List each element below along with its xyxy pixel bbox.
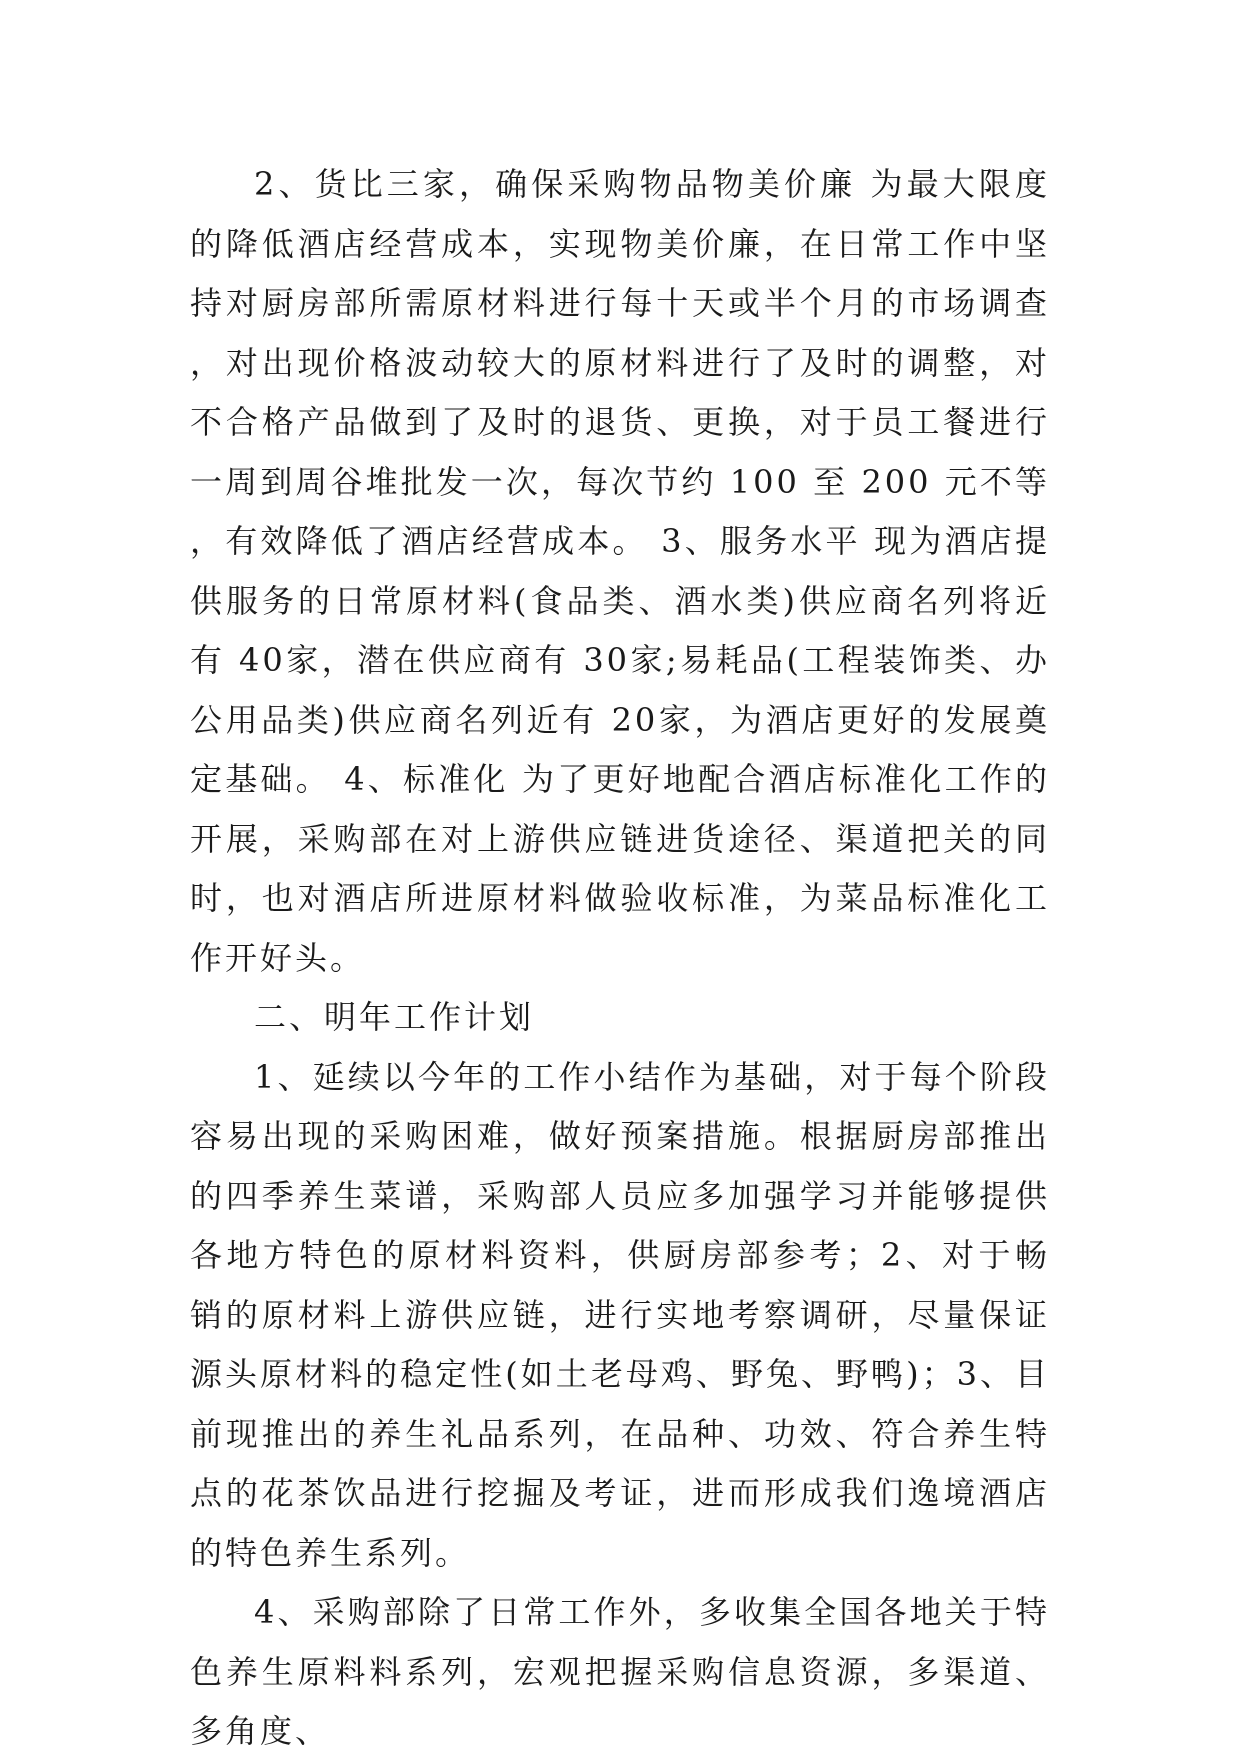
paragraph-procurement-summary: 2、货比三家，确保采购物品物美价廉 为最大限度的降低酒店经营成本，实现物美价廉，在日常工作中坚持对厨房部所需原材料进行每十天或半个月的市场调查，对出现价格波动较大的原材料进行了及时的调整，对不合格产品做到了及时的退货、更换，对于员工餐进行一周到周谷堆批发一次，每次节约 100 至 200 元不等，有效降低了酒店经营成本。 3、服务水平 现为酒店提供服务的日常原材料(食品类、酒水类)供应商名列将近有 40家，潜在供应商有 30家;易耗品(工程装饰类、办公用品类)供应商名列近有 20家，为酒店更好的发展奠定基础。 4、标准化 为了更好地配合酒店标准化工作的开展，采购部在对上游供应链进货途径、渠道把关的同时，也对酒店所进原材料做验收标准，为菜品标准化工作开好头。 bbox=[190, 165, 1050, 977]
section-heading-next-year-plan: 二、明年工作计划 bbox=[254, 998, 535, 1036]
document-body bbox=[190, 155, 1050, 1762]
paragraph-plan-item-4: 4、采购部除了日常工作外，多收集全国各地关于特色养生原料料系列，宏观把握采购信息资源，多渠道、多角度、 bbox=[190, 1593, 1050, 1750]
paragraph-plan-items: 1、延续以今年的工作小结作为基础，对于每个阶段容易出现的采购困难，做好预案措施。根据厨房部推出的四季养生菜谱，采购部人员应多加强学习并能够提供各地方特色的原材料资料，供厨房部参考；2、对于畅销的原材料上游供应链，进行实地考察调研，尽量保证源头原材料的稳定性(如土老母鸡、野兔、野鸭)；3、目前现推出的养生礼品系列，在品种、功效、符合养生特点的花茶饮品进行挖掘及考证，进而形成我们逸境酒店的特色养生系列。 bbox=[190, 1057, 1050, 1572]
